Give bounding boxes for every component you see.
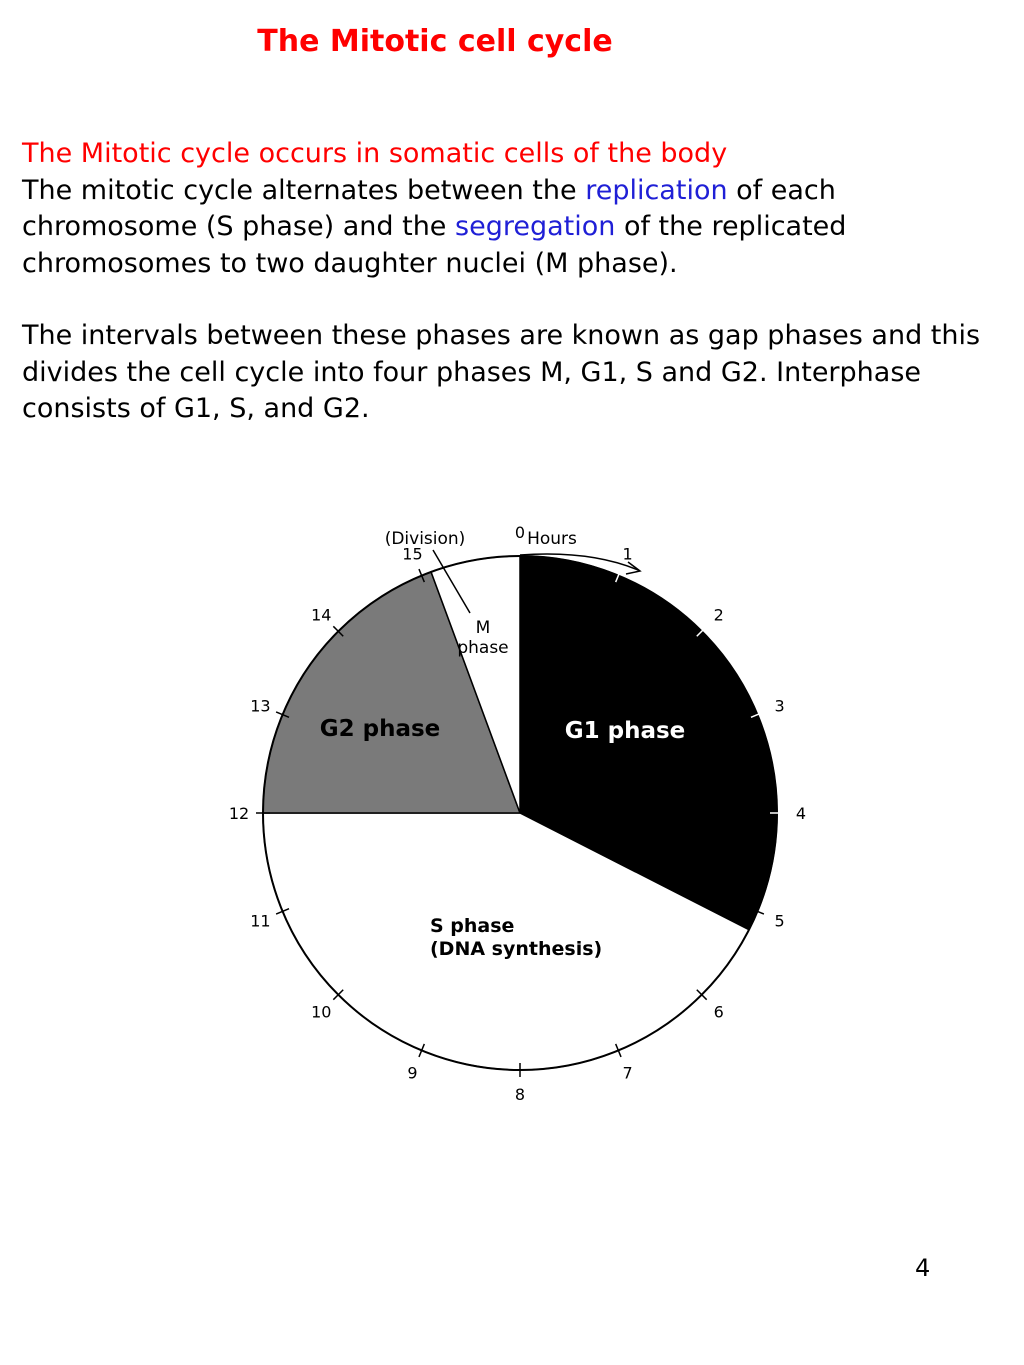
p2-after: of the replicated chromosomes to two daughter nuclei (M phase).	[22, 211, 847, 279]
s-phase-label-line2: (DNA synthesis)	[430, 938, 603, 960]
hour-label: 5	[774, 911, 785, 931]
page-number: 4	[915, 1254, 931, 1282]
hours-label: Hours	[527, 529, 577, 549]
replication-paragraph	[22, 173, 1012, 283]
hour-label: 10	[311, 1002, 332, 1022]
gap-phases-paragraph: The intervals between these phases are known as gap phases and this divides the cell cycle into four phases M, G1, S and G2. Interphase consists of G1, S, and G2.	[22, 320, 981, 424]
intro-line: The Mitotic cycle occurs in somatic cells of the body	[22, 138, 728, 169]
hour-label: 0	[514, 523, 526, 542]
p2-before: The mitotic cycle alternates between the	[22, 174, 586, 206]
hour-label: 13	[250, 696, 271, 716]
cell-cycle-svg	[220, 510, 820, 1130]
hour-label: 12	[228, 804, 250, 823]
division-label: (Division)	[384, 529, 466, 549]
g1-phase-label: G1 phase	[564, 718, 686, 744]
hour-label: 15	[402, 544, 423, 564]
hour-label: 8	[514, 1085, 526, 1104]
hour-label: 7	[622, 1063, 633, 1083]
hour-label: 9	[407, 1063, 418, 1083]
g2-phase-label: G2 phase	[319, 716, 441, 742]
slide-title: The Mitotic cell cycle	[257, 24, 613, 59]
hour-label: 4	[795, 804, 807, 823]
segregation-term: segregation	[455, 211, 616, 242]
hour-label: 14	[311, 605, 332, 625]
m-phase-label-line1: M	[475, 618, 491, 638]
hour-label: 3	[774, 696, 785, 716]
hour-label: 2	[713, 605, 724, 625]
hour-label: 11	[250, 911, 271, 931]
s-phase-label-line1: S phase	[430, 915, 515, 937]
cell-cycle-diagram	[220, 510, 820, 1130]
hour-label: 1	[622, 544, 633, 564]
body-text	[22, 136, 1012, 428]
hour-label: 6	[713, 1002, 724, 1022]
replication-term: replication	[585, 174, 728, 206]
paragraph-gap	[22, 282, 1012, 318]
p2-middle: of each chromosome (S phase) and the	[22, 174, 836, 242]
m-phase-label-line2: phase	[457, 638, 509, 658]
